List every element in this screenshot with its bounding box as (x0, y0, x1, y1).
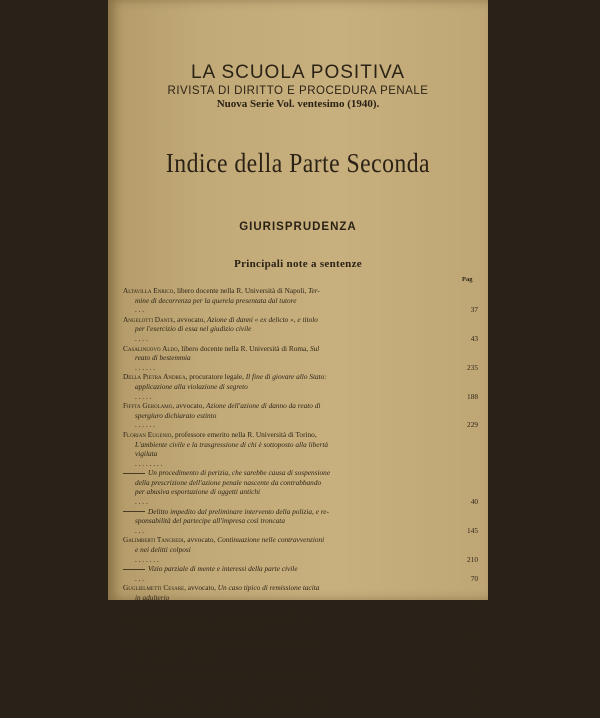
entry-title: trico (135, 679, 149, 689)
entry-line (123, 392, 456, 402)
entry-line (123, 440, 456, 450)
entry-leader: . . . . (135, 497, 148, 507)
index-entry (123, 286, 478, 315)
entry-author: Mutti Francesco, (123, 640, 176, 650)
entry-line (123, 497, 456, 507)
entry-title: in adulterio (135, 593, 170, 602)
entry-affiliation: procuratore legale, (187, 372, 246, 382)
section-title: GIURISPRUDENZA (239, 221, 357, 233)
index-entry (123, 670, 478, 699)
entry-line (123, 382, 456, 392)
entry-page-number: 40 (470, 497, 478, 507)
entry-line (123, 670, 456, 680)
entry-affiliation: professore emerito nella R. Università di Torino, (173, 429, 317, 439)
entry-author: Guglielmetti Cesare, (123, 583, 186, 593)
page-column-header: Pag (462, 276, 473, 283)
entry-title: mine di decorrenza per la querela presentata dal tutore (135, 295, 297, 305)
index-entry (123, 401, 478, 430)
entry-line (123, 449, 456, 459)
repeat-author-dash (123, 473, 145, 474)
index-entries (123, 286, 478, 718)
entry-leader: . . . . (135, 333, 148, 343)
index-entry (123, 708, 478, 718)
entry-line (123, 420, 456, 430)
journal-subtitle: RIVISTA DI DIRITTO E PROCEDURA PENALE (167, 85, 429, 97)
entry-line (123, 651, 456, 661)
subsection-title: Principali note a sentenze (234, 258, 362, 270)
entry-title: della prescrizione dell'azione penale nascente da contrabbando (135, 477, 322, 487)
entry-leader: . . . (135, 573, 145, 583)
entry-title: Il fine di giovare allo Stato: (245, 372, 327, 382)
index-entry (123, 344, 478, 373)
repeat-author-dash (123, 511, 145, 512)
entry-title: Un procedimento di perizia, che sarebbe causa di sospensione (148, 468, 331, 478)
entry-page-number: 43 (470, 333, 478, 343)
entry-affiliation: procuratore legale, (168, 698, 228, 708)
entry-author: Altavilla Enrico, (123, 286, 176, 295)
entry-leader: . . . . (135, 631, 148, 641)
document-page (108, 0, 488, 718)
entry-author: Della Pietra Andrea, (123, 372, 188, 382)
entry-title: sione condizionale della pena (135, 650, 222, 660)
entry-line (123, 487, 456, 497)
entry-line (123, 679, 456, 689)
entry-page-number: 210 (467, 554, 478, 564)
entry-author: Fiffta Gerolamo, (123, 401, 175, 411)
entry-author: Perisco Giovanni, (123, 669, 175, 679)
entry-line (123, 430, 456, 440)
entry-affiliation: avvocato, (174, 669, 207, 679)
entry-title: reato di bestemmia (135, 353, 191, 363)
entry-author: Casalinuovo Aldo, (123, 343, 180, 353)
entry-title: Vizio parziale di mente e interessi della parte civile (148, 564, 298, 574)
index-title: Indice della Parte Seconda (165, 148, 431, 178)
index-entry (123, 468, 478, 506)
entry-page-number: 224 (467, 660, 478, 670)
index-entry (123, 372, 478, 401)
entry-title: e nei delitti colposi (135, 545, 191, 555)
entry-leader: . . . . . . . (135, 554, 159, 564)
entry-affiliation: avvocato, (175, 314, 208, 324)
entry-title: L'ambiente civile e la trasgressione di chi è sottoposto alla libertà (135, 439, 329, 449)
entry-line (123, 555, 456, 565)
entry-affiliation: avvocato, (177, 612, 210, 622)
entry-author: Florian Eugenio, (123, 429, 174, 439)
entry-leader: . . . . . . . . . (135, 688, 167, 698)
index-entry (123, 535, 478, 564)
entry-line (123, 459, 456, 469)
entry-affiliation: avvocato, (185, 583, 218, 593)
entry-line (123, 468, 456, 478)
journal-series: Nuova Serie Vol. ventesimo (1940). (216, 98, 380, 110)
entry-line (123, 660, 456, 670)
entry-line (123, 411, 456, 421)
index-entry (123, 315, 478, 344)
entry-leader: . . . (135, 305, 145, 315)
entry-page-number: 229 (467, 420, 478, 430)
journal-header (108, 62, 488, 111)
entry-author: Milillo Domenico, (123, 612, 178, 622)
entry-affiliation: libero docente nella R. Università di Napoli, (175, 286, 309, 295)
entry-affiliation: avvocato, (175, 640, 208, 650)
entry-line (123, 689, 456, 699)
entry-title: per abusiva esportazione di oggetti antichi (135, 487, 261, 497)
entry-title: Delitto impedito dal preliminare intervento della polizia, e re- (148, 506, 329, 516)
entry-page-number: 188 (467, 391, 478, 401)
entry-affiliation: avvocato, (174, 401, 207, 411)
entry-line (123, 583, 456, 593)
entry-page-number: 235 (467, 362, 478, 372)
entry-title: Azione di danni « ex delicto », e titolo (207, 314, 318, 324)
entry-title: Azione dell'azione di danno da reato di (206, 401, 321, 411)
entry-line (123, 603, 456, 613)
repeat-author-dash (123, 569, 145, 570)
entry-leader: . . . . . . . (135, 602, 159, 612)
index-entry (123, 507, 478, 536)
entry-line (123, 315, 456, 325)
entry-affiliation: libero docente nella R. Università di Roma, (179, 343, 310, 353)
entry-page-number: 129 (467, 708, 478, 718)
entry-leader: . . . . . . (135, 362, 156, 372)
entry-page-number: 145 (467, 525, 478, 535)
entry-line (123, 564, 456, 574)
entry-title: vigilata (135, 449, 158, 459)
entry-line (123, 296, 456, 306)
entry-page-number: 70 (470, 573, 478, 583)
entry-leader: . . . . . (135, 391, 152, 401)
entry-title: Danno non patrimoniale risarcibile (227, 698, 332, 708)
entry-line (123, 401, 456, 411)
entry-page-number: 37 (470, 305, 478, 315)
entry-line (123, 478, 456, 488)
entry-line (123, 507, 456, 517)
entry-page-number: 251 (467, 698, 478, 708)
entry-page-number: 269 (467, 602, 478, 612)
entry-page-number: 60 (470, 688, 478, 698)
entry-title: Condanna unica per più reati, e sospen- (207, 640, 325, 650)
entry-affiliation: avvocato, (185, 535, 218, 545)
entry-line (123, 372, 456, 382)
entry-line (123, 344, 456, 354)
entry-line (123, 631, 456, 641)
entry-title: La Cassazione e l'accertamento psichia- (206, 669, 325, 679)
entry-title: I titolari del diritto alla notifica del- (209, 612, 316, 622)
index-entry (123, 583, 478, 612)
entry-line (123, 535, 456, 545)
entry-line (123, 641, 456, 651)
entry-line (123, 622, 456, 632)
entry-line (123, 363, 456, 373)
entry-title: l'avviso di deposito della sentenza impugnata (135, 621, 268, 631)
entry-line (123, 286, 456, 296)
entry-title: applicazione alla violazione di segreto (135, 381, 248, 391)
entry-author: Perso Massimo, (123, 698, 169, 708)
entry-title: Continuazione nelle contravvenzioni (217, 535, 325, 545)
entry-title: Sul (309, 343, 320, 353)
entry-title: sponsabilità del partecipe all'impresa così troncata (135, 516, 285, 526)
entry-line (123, 324, 456, 334)
index-entry (123, 641, 478, 670)
entry-leader: . . . . . . . . (135, 458, 163, 468)
entry-page-number: 120 (467, 631, 478, 641)
index-entry (123, 564, 478, 583)
entry-author: Angelotti Dante, (123, 314, 176, 324)
index-entry (123, 699, 478, 709)
entry-line (123, 526, 456, 536)
entry-line (123, 545, 456, 555)
index-entry (123, 430, 478, 468)
entry-leader: . . . (135, 525, 145, 535)
entry-leader: . . . . . . (135, 420, 156, 430)
index-entry (123, 612, 478, 641)
entry-title: Un caso tipico di remissione tacita (217, 583, 320, 593)
entry-line (123, 516, 456, 526)
entry-leader: . . . . . (135, 660, 152, 670)
entry-line (123, 612, 456, 622)
entry-line (123, 593, 456, 603)
journal-name: LA SCUOLA POSITIVA (190, 62, 406, 83)
entry-author: Galimberti Tancredi, (123, 535, 186, 545)
entry-line (123, 574, 456, 584)
entry-line (123, 699, 456, 709)
entry-line (123, 334, 456, 344)
entry-title: Ter- (308, 286, 320, 295)
entry-title: per l'esercizio di essa nel giudizio civile (135, 324, 252, 334)
entry-title: spergiuro dichiarato estinto (135, 410, 217, 420)
entry-line (123, 305, 456, 315)
entry-line (123, 353, 456, 363)
